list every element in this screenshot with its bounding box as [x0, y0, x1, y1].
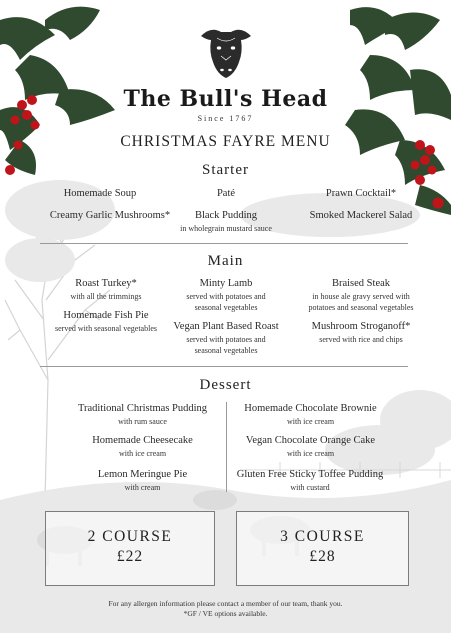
item-name: Smoked Mackerel Salad — [309, 210, 413, 221]
item-description: with ice cream — [118, 449, 167, 458]
item-name: Homemade Chocolate Brownie — [244, 403, 377, 414]
dessert-item — [228, 402, 393, 427]
item-description: seasonal vegetables — [194, 346, 258, 355]
item-name: Roast Turkey* — [75, 278, 137, 289]
holly-decoration-left-icon — [0, 0, 120, 180]
allergen-note: For any allergen information please contact a member of our team, thank you. — [108, 599, 343, 608]
item-description: served with rice and chips — [319, 335, 403, 344]
item-description: in house ale gravy served with — [312, 292, 410, 301]
item-description: served with potatoes and — [186, 292, 266, 301]
main-item — [286, 320, 436, 345]
dessert-item — [60, 468, 225, 493]
item-description: with rum sauce — [118, 417, 167, 426]
item-description: with custard — [290, 483, 330, 492]
two-course-price-box — [45, 511, 215, 586]
course-label: 3 COURSE — [280, 528, 365, 545]
item-name: Homemade Soup — [63, 188, 137, 199]
item-name: Gluten Free Sticky Toffee Pudding — [236, 469, 384, 480]
options-note: *GF / VE options available. — [183, 609, 268, 618]
item-description: seasonal vegetables — [194, 303, 258, 312]
item-name: Paté — [216, 188, 236, 199]
item-name: Black Pudding — [194, 210, 258, 221]
item-name: Braised Steak — [331, 278, 391, 289]
item-description: with ice cream — [286, 417, 335, 426]
main-item — [156, 277, 296, 313]
dessert-title: Dessert — [199, 377, 252, 393]
item-name: Homemade Fish Pie — [63, 310, 149, 321]
starter-item — [30, 187, 170, 201]
item-description: with all the trimmings — [70, 292, 142, 301]
dessert-item — [60, 434, 225, 459]
item-name: Vegan Plant Based Roast — [173, 321, 279, 332]
bull-head-logo-icon — [193, 18, 259, 84]
item-name: Minty Lamb — [199, 278, 253, 289]
three-course-price-box — [236, 511, 409, 586]
starter-item — [156, 209, 296, 234]
section-divider — [40, 366, 408, 367]
main-item — [286, 277, 436, 313]
dessert-item — [224, 468, 396, 493]
starter-title: Starter — [202, 162, 249, 178]
item-name: Traditional Christmas Pudding — [77, 403, 208, 414]
item-description: in wholegrain mustard sauce — [180, 224, 272, 233]
dessert-item — [60, 402, 225, 427]
item-name: Vegan Chocolate Orange Cake — [245, 435, 376, 446]
item-name: Homemade Cheesecake — [92, 435, 193, 446]
section-divider — [40, 243, 408, 244]
course-label: 2 COURSE — [87, 528, 173, 545]
course-price: £28 — [309, 548, 336, 565]
item-description: with cream — [124, 483, 161, 492]
item-description: served with potatoes and — [186, 335, 266, 344]
item-name: Prawn Cocktail* — [325, 188, 397, 199]
holly-decoration-right-icon — [310, 0, 451, 215]
starter-item — [156, 187, 296, 201]
brand-since: Since 1767 — [197, 114, 254, 123]
item-description: potatoes and seasonal vegetables — [308, 303, 414, 312]
main-item — [36, 277, 176, 302]
dessert-item — [228, 434, 393, 459]
menu-title: CHRISTMAS FAYRE MENU — [120, 133, 331, 150]
item-name: Mushroom Stroganoff* — [311, 321, 411, 332]
course-price: £22 — [116, 548, 144, 565]
item-name: Lemon Meringue Pie — [97, 469, 188, 480]
item-name: Creamy Garlic Mushrooms* — [49, 210, 171, 221]
item-description: served with seasonal vegetables — [55, 324, 157, 333]
main-item — [156, 320, 296, 356]
brand-name: The Bull's Head — [123, 86, 328, 112]
main-title: Main — [207, 253, 244, 269]
item-description: with ice cream — [286, 449, 335, 458]
